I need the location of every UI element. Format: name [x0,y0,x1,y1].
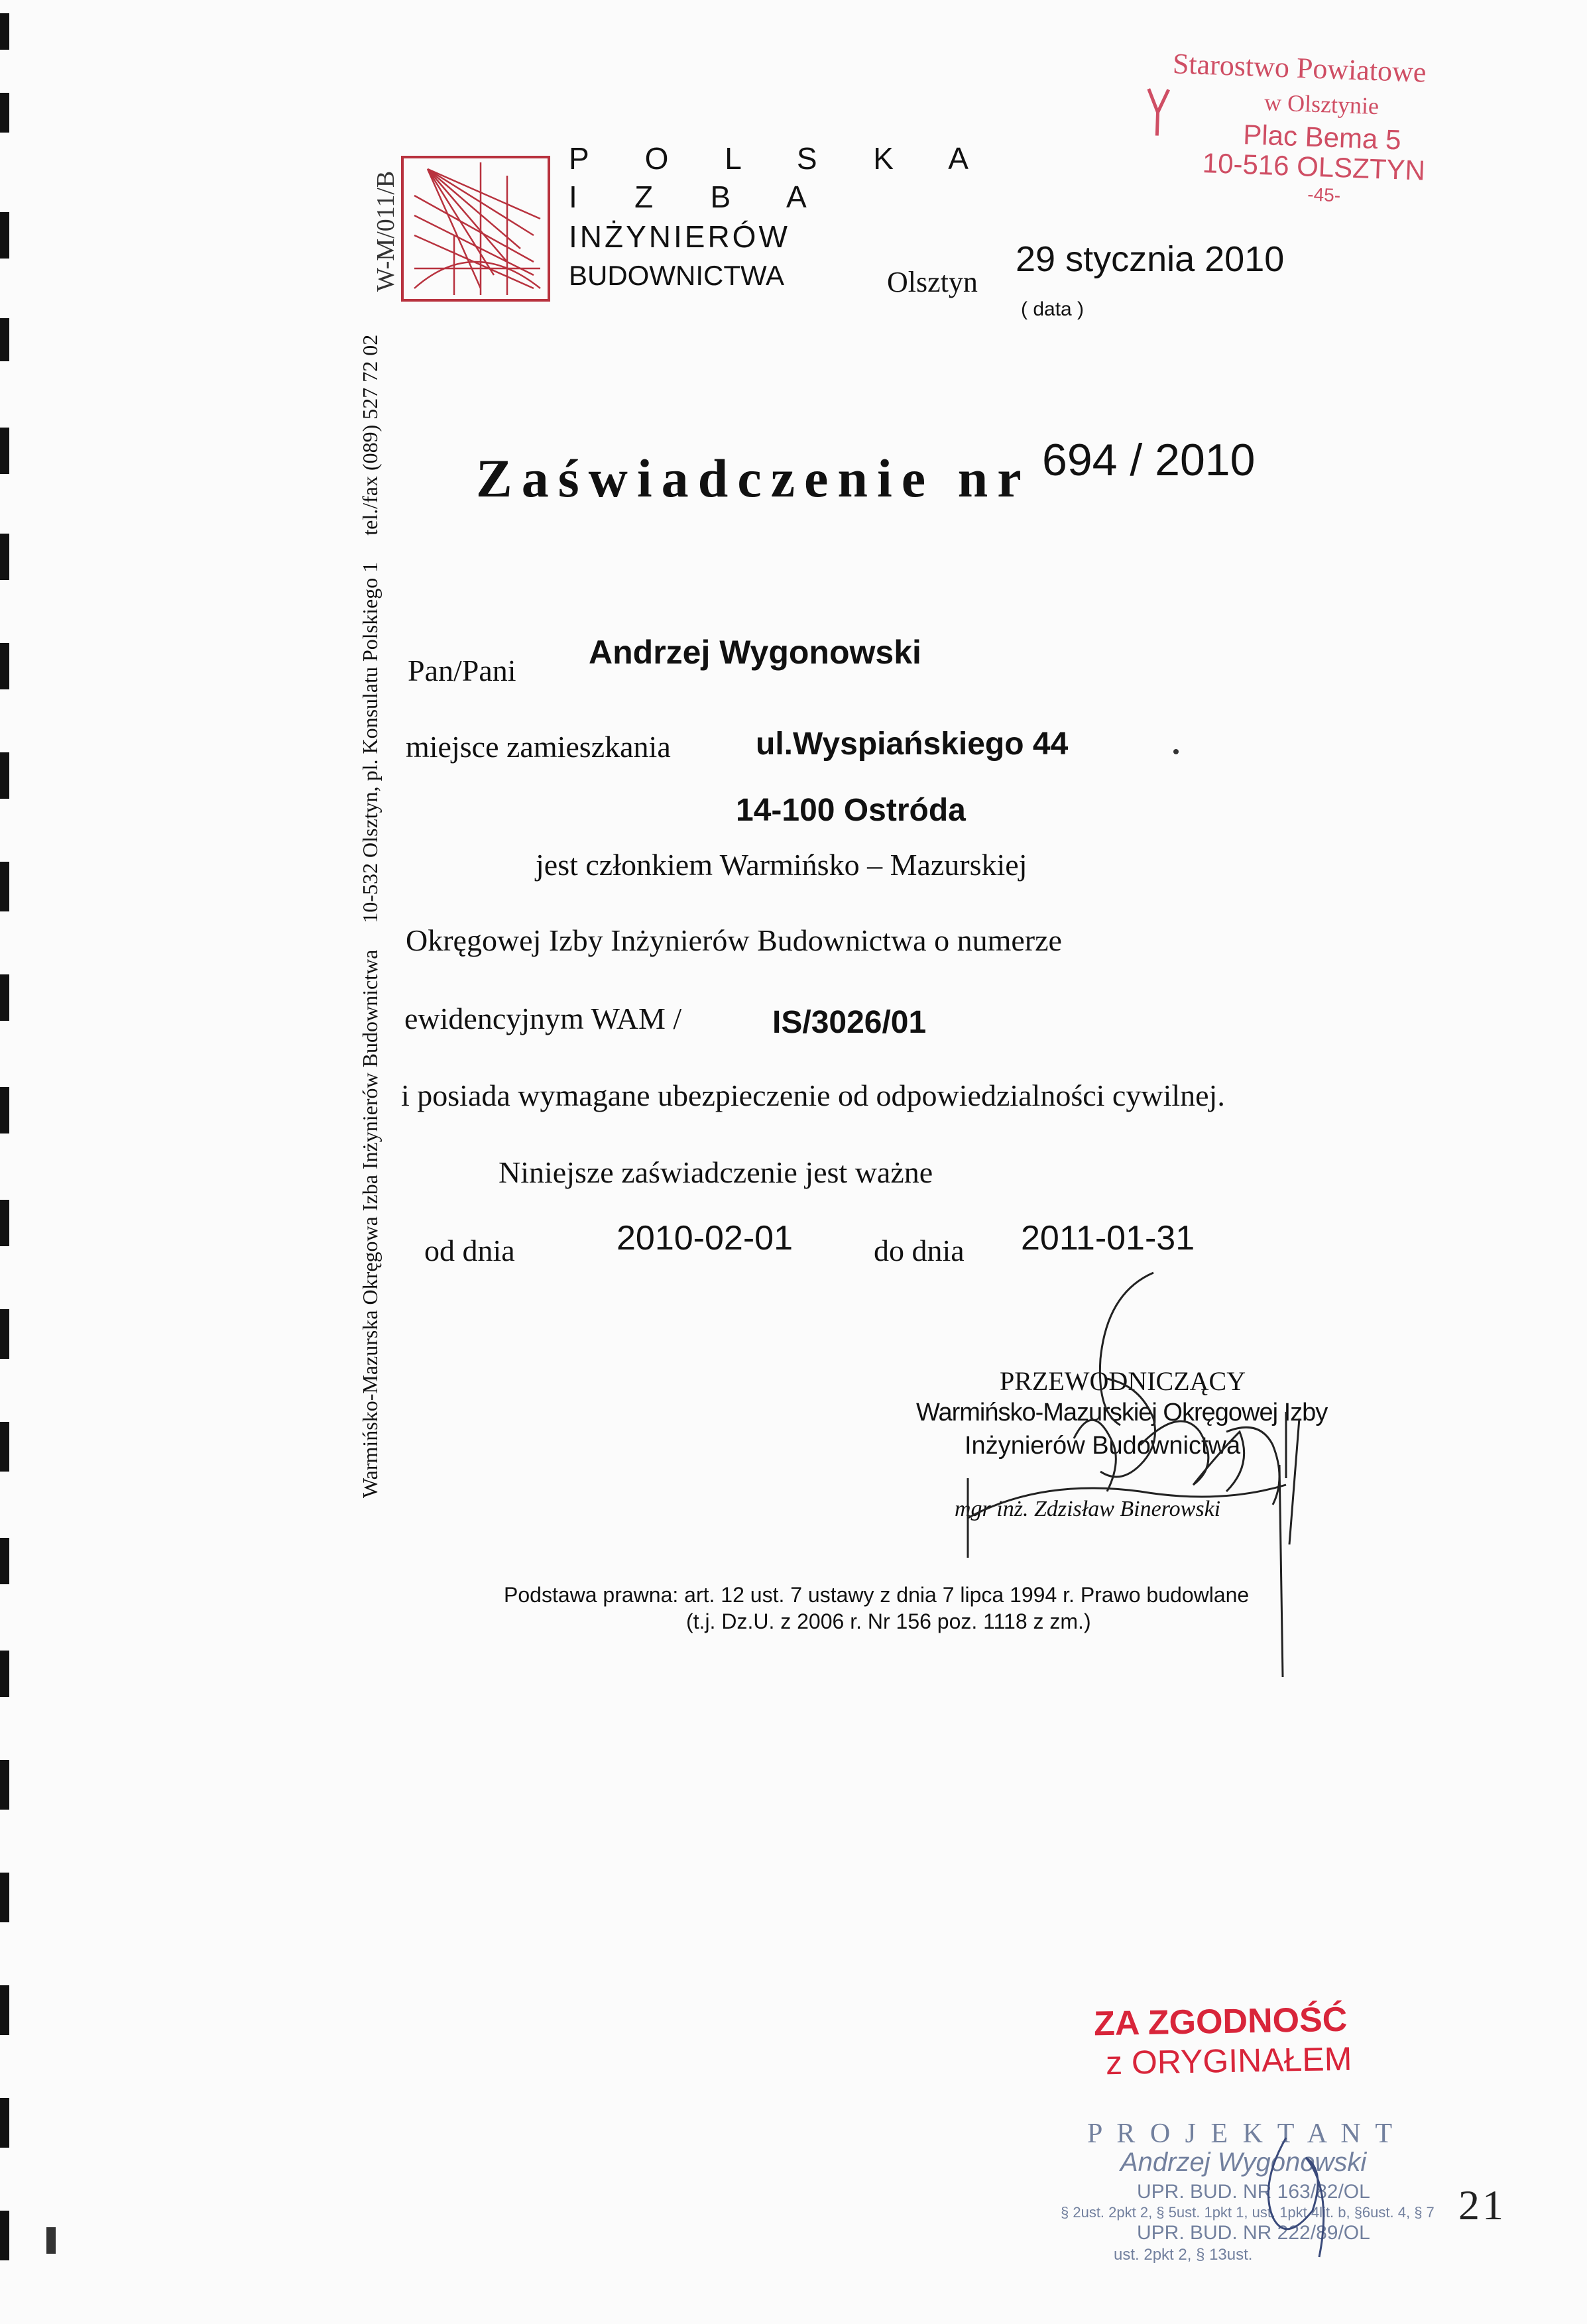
signatory-role: PRZEWODNICZĄCY [1000,1366,1246,1396]
stamp-emblem-icon [1144,86,1172,139]
logo-text-izba: I Z B A [569,180,815,214]
membership-text-2: Okręgowej Izby Inżynierów Budownictwa o numerze [406,923,1062,957]
address-street: ul.Wyspiańskiego 44 [756,726,1069,762]
designer-stamp-law2: ust. 2pkt 2, § 13ust. [1114,2246,1253,2264]
address-city: 14-100 Ostróda [736,793,966,828]
registry-number: IS/3026/01 [772,1005,927,1040]
certificate-number: 694 / 2010 [1042,435,1256,485]
valid-to-date: 2011-01-31 [1021,1219,1195,1257]
residence-label: miejsce zamieszkania [406,730,671,764]
valid-from-label: od dnia [424,1234,515,1267]
copy-stamp-line1: ZA ZGODNOŚĆ [1093,2000,1348,2044]
holder-name: Andrzej Wygonowski [589,634,921,671]
designer-stamp-name: Andrzej Wygonowski [1120,2148,1367,2177]
insurance-text: i posiada wymagane ubezpieczenie od odpowiedzialności cywilnej. [401,1078,1225,1112]
validity-text: Niniejsze zaświadczenie jest ważne [499,1155,933,1189]
legal-basis-line2: (t.j. Dz.U. z 2006 r. Nr 156 poz. 1118 z zm.) [686,1609,1091,1633]
scan-mark [46,2227,56,2254]
certificate-title: Zaświadczenie nr [476,448,1031,508]
logo-text-budownictwa: BUDOWNICTWA [569,260,785,291]
membership-text-1: jest członkiem Warmińsko – Mazurskiej [536,848,1028,882]
office-stamp-line4: 10-516 OLSZTYN [1202,147,1426,186]
signatory-name: mgr inż. Zdzisław Binerowski [955,1497,1221,1521]
logo-code: W-M/011/B [372,170,400,292]
logo-text-polska: P O L S K A [569,141,992,176]
place-label: Olsztyn [887,266,978,298]
designer-signature [1246,2131,1352,2264]
signatory-org-1: Warmińsko-Mazurskiej Okręgowej Izby [916,1399,1328,1426]
date-caption: ( data ) [1021,298,1085,320]
designer-stamp-upr1: UPR. BUD. NR 163/82/OL [1137,2181,1370,2203]
designer-stamp-title: P R O J E K T A N T [1087,2119,1397,2149]
chamber-address-vertical: Warmińsko-Mazurska Okręgowa Izba Inżynierów Budownictwa 10-532 Olsztyn, pl. Konsulatu Polskiego 1 tel./fax (089) 527 72 02 [358,334,382,1498]
copy-stamp-line2: z ORYGINAŁEM [1105,2040,1352,2082]
office-stamp-line3: Plac Bema 5 [1242,119,1402,156]
office-stamp-line2: w Olsztynie [1264,89,1380,120]
name-label: Pan/Pani [408,654,516,687]
designer-stamp-law1: § 2ust. 2pkt 2, § 5ust. 1pkt 1, ust. 1pkt 4lit. b, §6ust. 4, § 7 [1061,2204,1435,2221]
valid-to-label: do dnia [874,1234,965,1267]
piib-logo-icon [401,156,550,302]
scan-dot [1173,749,1179,754]
logo-text-inzynierow: INŻYNIERÓW [569,219,790,254]
legal-basis-line1: Podstawa prawna: art. 12 ust. 7 ustawy z dnia 7 lipca 1994 r. Prawo budowlane [504,1583,1250,1607]
office-stamp-line5: -45- [1307,184,1341,206]
registry-label: ewidencyjnym WAM / [404,1002,682,1035]
office-stamp-line1: Starostwo Powiatowe [1172,47,1427,89]
valid-from-date: 2010-02-01 [617,1219,793,1257]
designer-stamp-upr2: UPR. BUD. NR 222/89/OL [1137,2222,1370,2244]
signatory-org-2: Inżynierów Budownictwa [965,1432,1241,1460]
issue-date: 29 stycznia 2010 [1016,239,1285,279]
page-number: 21 [1458,2181,1506,2229]
